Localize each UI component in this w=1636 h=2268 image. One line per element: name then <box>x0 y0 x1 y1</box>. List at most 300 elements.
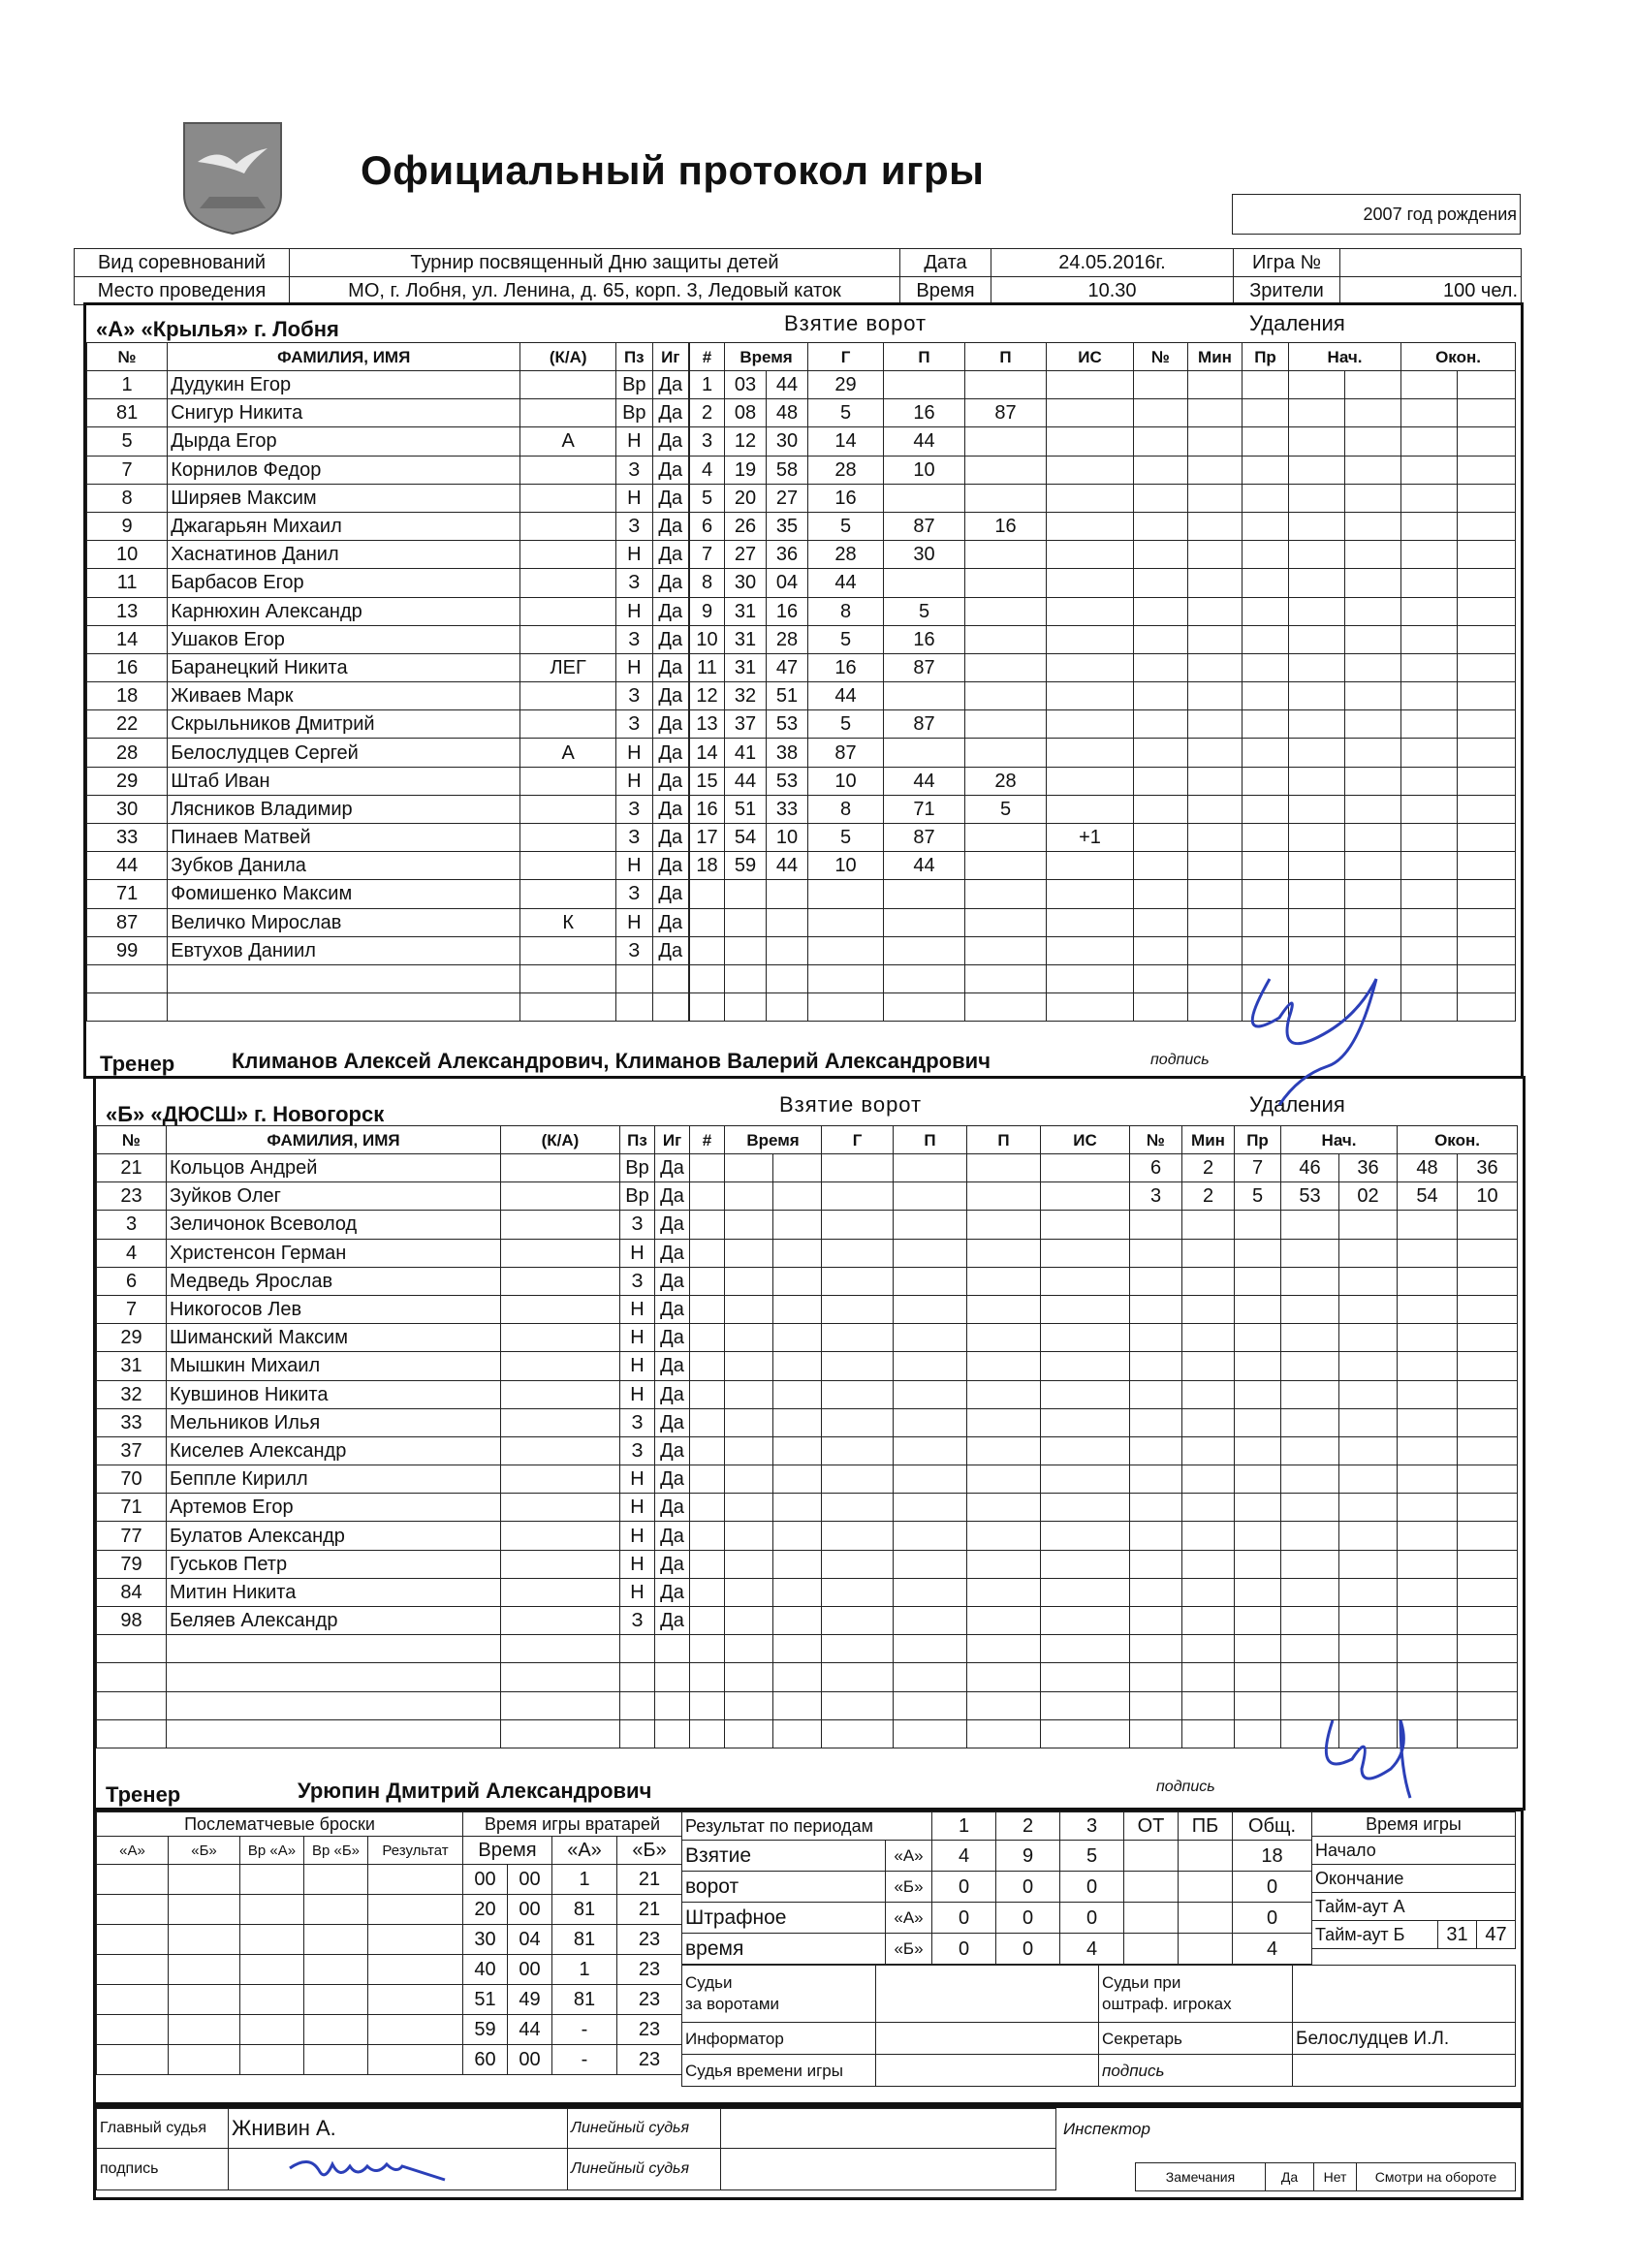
roster-row <box>97 1239 690 1267</box>
roster-row <box>97 1719 690 1748</box>
penalty-es <box>1458 1663 1518 1691</box>
goal-p2 <box>965 908 1047 936</box>
player-role <box>520 371 616 399</box>
goal-is <box>1041 1578 1130 1606</box>
goal-s: 10 <box>767 824 808 852</box>
goal-p1: 10 <box>884 456 965 484</box>
penalty-row <box>1130 1352 1518 1380</box>
goal-g <box>822 1211 894 1239</box>
goal-p1 <box>884 936 965 964</box>
goal-p2 <box>967 1352 1041 1380</box>
penalty-ss <box>1345 767 1401 795</box>
period-value: 4 <box>1233 1934 1312 1965</box>
shootout-row <box>97 1955 463 1985</box>
goal-p1 <box>894 1211 967 1239</box>
goal-is <box>1041 1295 1130 1323</box>
period-value: 0 <box>996 1872 1060 1903</box>
goal-row <box>690 1352 1130 1380</box>
goal-row <box>690 399 1134 427</box>
penalty-sm <box>1281 1635 1339 1663</box>
goal-row <box>690 512 1134 540</box>
roster-row <box>97 1522 690 1550</box>
penalty-ss <box>1345 682 1401 710</box>
goal-s <box>773 1352 822 1380</box>
goal-n <box>690 1267 725 1295</box>
roster-row <box>87 682 689 710</box>
player-role: К <box>520 908 616 936</box>
spectators-label: Зрители <box>1234 277 1340 305</box>
penalty-es <box>1458 710 1516 739</box>
goal-n: 17 <box>690 824 725 852</box>
player-name: Никогосов Лев <box>167 1295 501 1323</box>
player-position: Н <box>620 1550 655 1578</box>
goal-p1 <box>884 682 965 710</box>
goal-p2 <box>965 541 1047 569</box>
period-value: 0 <box>932 1903 996 1934</box>
penalty-pr <box>1235 1352 1281 1380</box>
penalty-es <box>1458 541 1516 569</box>
player-role <box>501 1324 620 1352</box>
penalty-es <box>1458 993 1516 1022</box>
penalty-min <box>1182 1635 1235 1663</box>
goal-p2 <box>967 1578 1041 1606</box>
goalie-minute: 20 <box>463 1895 508 1925</box>
penalty-min <box>1182 1408 1235 1436</box>
goal-p1 <box>884 569 965 597</box>
player-role <box>501 1522 620 1550</box>
penalty-pr <box>1235 1324 1281 1352</box>
goal-m <box>725 880 767 908</box>
player-role <box>501 1578 620 1606</box>
player-role: ЛЕГ <box>520 653 616 681</box>
goalie-second: 00 <box>508 1895 552 1925</box>
penalty-row <box>1134 597 1516 625</box>
team-a-roster-table: № ФАМИЛИЯ, ИМЯ (К/А) Пз Иг 1 Дудукин Егор Вр Да 81 Снигур Никита Вр Да 5 Дырда Егор А Н Да 7 Корнилов Федор З Да 8 Ширяев Максим Н Да 9 Джагарьян Михаил З Да 10 Хаснатинов Данил Н Да 11 Барбасов Егор З Да 13 Карнюхин Александр Н Да 14 Ушаков Егор З Да 16 Баранецкий Никита ЛЕГ Н Да 18 Живаев Марк З Да 22 Скрыльников Дмитрий З Да 28 Белослудцев Сергей А Н Да 29 Штаб Иван Н Да 30 Лясников Владимир З Да 33 Пинаев Матвей З Да 44 Зубков Данила Н Да 71 Фомишенко Максим З Да 87 Величко Мирослав К Н Да 99 Евтухов Даниил З Да <box>86 342 689 1022</box>
goal-is <box>1047 852 1134 880</box>
roster-row <box>97 1465 690 1494</box>
goal-is <box>1041 1663 1130 1691</box>
penalty-min <box>1182 1295 1235 1323</box>
shootout-cell <box>304 1865 368 1895</box>
goalie-time-row <box>463 2015 682 2045</box>
goal-g <box>822 1239 894 1267</box>
goal-g: 10 <box>808 767 884 795</box>
goal-s <box>773 1295 822 1323</box>
roster-row <box>87 371 689 399</box>
penalty-pr <box>1243 767 1289 795</box>
player-position <box>620 1719 655 1748</box>
penalty-ss <box>1345 653 1401 681</box>
goal-p2 <box>965 597 1047 625</box>
player-name: Баранецкий Никита <box>168 653 520 681</box>
penalty-ss <box>1345 625 1401 653</box>
remarks-see-back: Смотри на обороте <box>1357 2163 1516 2191</box>
penalty-sm <box>1289 456 1345 484</box>
goal-p1 <box>894 1550 967 1578</box>
player-played: Да <box>655 1267 690 1295</box>
goal-p1: 87 <box>884 512 965 540</box>
goal-p1: 87 <box>884 653 965 681</box>
penalty-em <box>1398 1211 1458 1239</box>
penalty-es <box>1458 1691 1518 1719</box>
goal-is <box>1047 569 1134 597</box>
penalty-ss <box>1345 880 1401 908</box>
penalty-pr <box>1235 1267 1281 1295</box>
penalty-row <box>1134 710 1516 739</box>
penalty-min <box>1182 1436 1235 1465</box>
goal-p2: 16 <box>965 512 1047 540</box>
penalty-min <box>1188 427 1243 456</box>
roster-row <box>97 1691 690 1719</box>
player-role <box>520 964 616 992</box>
goal-p1: 30 <box>884 541 965 569</box>
player-position: З <box>616 880 652 908</box>
roster-row <box>97 1154 690 1182</box>
penalty-no <box>1134 625 1188 653</box>
goal-p1 <box>894 1578 967 1606</box>
team-b-coach-signature-icon <box>1304 1701 1439 1808</box>
venue-label: Место проведения <box>75 277 290 305</box>
period-row <box>682 1872 1312 1903</box>
penalty-pr <box>1243 484 1289 512</box>
period-value: 0 <box>996 1903 1060 1934</box>
player-name: Снигур Никита <box>168 399 520 427</box>
penalty-pr <box>1235 1663 1281 1691</box>
goal-n <box>690 1578 725 1606</box>
shootout-cell <box>368 1895 463 1925</box>
penalty-pr <box>1243 456 1289 484</box>
goal-g <box>822 1465 894 1494</box>
player-role <box>520 484 616 512</box>
team-a-penalties-table: № Мин Пр Нач. Окон. <box>1133 342 1516 1022</box>
player-name <box>168 964 520 992</box>
remarks-no[interactable]: Нет <box>1314 2163 1357 2191</box>
shootout-title: Послематчевые броски <box>97 1812 463 1837</box>
goal-row <box>690 1607 1130 1635</box>
penalty-min <box>1188 625 1243 653</box>
player-name: Беляев Александр <box>167 1607 501 1635</box>
penalty-em <box>1401 541 1458 569</box>
goal-n: 18 <box>690 852 725 880</box>
player-position: З <box>616 936 652 964</box>
penalty-no <box>1130 1239 1182 1267</box>
penalty-em <box>1398 1267 1458 1295</box>
player-played: Да <box>655 1182 690 1211</box>
penalty-pr <box>1243 710 1289 739</box>
penalty-row <box>1130 1578 1518 1606</box>
goal-m: 59 <box>725 852 767 880</box>
goal-row <box>690 1494 1130 1522</box>
goal-p2: 28 <box>965 767 1047 795</box>
goal-s <box>773 1719 822 1748</box>
goal-g: 5 <box>808 399 884 427</box>
goal-n: 11 <box>690 653 725 681</box>
penalty-ss <box>1345 484 1401 512</box>
goal-p1 <box>894 1607 967 1635</box>
goal-m <box>725 1494 773 1522</box>
penalty-row <box>1134 427 1516 456</box>
penalty-row <box>1134 625 1516 653</box>
penalty-no <box>1130 1691 1182 1719</box>
goal-p1 <box>884 993 965 1022</box>
goal-m: 03 <box>725 371 767 399</box>
penalty-pr <box>1235 1239 1281 1267</box>
penalty-em <box>1401 682 1458 710</box>
goal-s: 16 <box>767 597 808 625</box>
penalty-pr <box>1235 1607 1281 1635</box>
penalty-no <box>1134 399 1188 427</box>
goal-p1 <box>894 1324 967 1352</box>
goal-p2 <box>965 427 1047 456</box>
goal-m: 37 <box>725 710 767 739</box>
goal-p2 <box>967 1719 1041 1748</box>
penalty-em <box>1398 1494 1458 1522</box>
penalty-ss <box>1339 1267 1398 1295</box>
team-a-coach-label: Тренер <box>100 1052 175 1076</box>
goal-is <box>1041 1380 1130 1408</box>
goal-is <box>1041 1154 1130 1182</box>
goal-n: 7 <box>690 541 725 569</box>
goal-p2 <box>965 993 1047 1022</box>
goalie-b: 23 <box>617 2045 682 2075</box>
goal-row <box>690 1239 1130 1267</box>
player-position: Вр <box>620 1182 655 1211</box>
goal-s: 04 <box>767 569 808 597</box>
penalty-no <box>1130 1465 1182 1494</box>
period-value <box>1124 1903 1179 1934</box>
penalty-ss <box>1345 512 1401 540</box>
goalie-a: - <box>552 2045 617 2075</box>
penalty-no <box>1130 1436 1182 1465</box>
goal-g <box>808 908 884 936</box>
goal-p2 <box>965 880 1047 908</box>
team-b-coach-label: Тренер <box>106 1782 181 1807</box>
goalie-b: 23 <box>617 1985 682 2015</box>
goal-n <box>690 1465 725 1494</box>
penalty-em <box>1398 1635 1458 1663</box>
coat-of-arms-emblem <box>180 119 285 236</box>
penalty-no <box>1134 653 1188 681</box>
goal-row <box>690 682 1134 710</box>
penalty-pr <box>1243 541 1289 569</box>
competition-value: Турнир посвященный Дню защиты детей <box>290 249 900 277</box>
goal-g: 5 <box>808 625 884 653</box>
penalty-em <box>1398 1352 1458 1380</box>
goal-p2 <box>965 682 1047 710</box>
secretary-sign-value <box>1293 2055 1516 2087</box>
goal-n: 8 <box>690 569 725 597</box>
penalty-pr <box>1243 597 1289 625</box>
goal-g: 5 <box>808 710 884 739</box>
goal-is <box>1041 1691 1130 1719</box>
penalty-no <box>1130 1352 1182 1380</box>
penalty-es <box>1458 936 1516 964</box>
roster-row <box>87 795 689 823</box>
goal-n <box>690 1408 725 1436</box>
goal-row <box>690 1719 1130 1748</box>
goal-p2 <box>967 1408 1041 1436</box>
roster-row <box>87 908 689 936</box>
goalie-second: 00 <box>508 1865 552 1895</box>
roster-row <box>97 1380 690 1408</box>
penalty-es <box>1458 371 1516 399</box>
penalty-min <box>1182 1352 1235 1380</box>
period-team-tag: «Б» <box>886 1872 932 1903</box>
goal-n <box>690 908 725 936</box>
penalty-sm <box>1281 1436 1339 1465</box>
goal-g <box>808 964 884 992</box>
player-played <box>655 1635 690 1663</box>
venue-value: МО, г. Лобня, ул. Ленина, д. 65, корп. 3, Ледовый каток <box>290 277 900 305</box>
goal-g: 16 <box>808 484 884 512</box>
year-value: 2007 <box>1363 205 1402 224</box>
goal-s <box>773 1267 822 1295</box>
penalty-ss <box>1339 1324 1398 1352</box>
team-a-sign-label: подпись <box>1150 1052 1210 1068</box>
period-row-label: ворот <box>682 1872 886 1903</box>
penalty-no <box>1130 1607 1182 1635</box>
shootout-cell <box>304 2045 368 2075</box>
goal-m <box>725 1691 773 1719</box>
penalty-pr: 7 <box>1235 1154 1281 1182</box>
player-role <box>520 399 616 427</box>
goal-p2 <box>965 710 1047 739</box>
period-value: 9 <box>996 1841 1060 1872</box>
penalty-pr <box>1243 625 1289 653</box>
goal-row <box>690 1635 1130 1663</box>
player-role <box>501 1635 620 1663</box>
timeout-b-seconds: 47 <box>1477 1921 1516 1949</box>
goal-n <box>690 1522 725 1550</box>
shootout-cell <box>169 1865 240 1895</box>
goal-n: 15 <box>690 767 725 795</box>
goal-row <box>690 824 1134 852</box>
goal-s <box>767 908 808 936</box>
penalty-no <box>1134 936 1188 964</box>
penalty-ss <box>1345 371 1401 399</box>
goal-g <box>822 1324 894 1352</box>
penalty-em <box>1401 597 1458 625</box>
penalty-sm <box>1289 427 1345 456</box>
penalty-min <box>1182 1578 1235 1606</box>
penalty-em <box>1401 371 1458 399</box>
goal-p1 <box>894 1663 967 1691</box>
penalty-sm <box>1281 1380 1339 1408</box>
goal-m <box>725 1182 773 1211</box>
penalty-sm <box>1289 541 1345 569</box>
penalty-no <box>1130 1408 1182 1436</box>
penalty-min <box>1188 371 1243 399</box>
player-number: 22 <box>87 710 168 739</box>
goal-p1: 87 <box>884 824 965 852</box>
penalty-es <box>1458 597 1516 625</box>
player-played: Да <box>652 569 688 597</box>
goalie-second: 00 <box>508 2045 552 2075</box>
goal-g: 87 <box>808 739 884 767</box>
goal-g <box>808 936 884 964</box>
player-name: Дудукин Егор <box>168 371 520 399</box>
goal-g: 8 <box>808 597 884 625</box>
shootout-cell <box>304 2015 368 2045</box>
penalty-ss: 02 <box>1339 1182 1398 1211</box>
penalty-sm: 53 <box>1281 1182 1339 1211</box>
goal-g <box>822 1494 894 1522</box>
player-role <box>520 880 616 908</box>
goal-row <box>690 1522 1130 1550</box>
goal-p1 <box>894 1436 967 1465</box>
shootout-cell <box>97 1865 169 1895</box>
shootout-col: «А» <box>97 1837 169 1865</box>
penalty-pr <box>1243 824 1289 852</box>
penalty-em <box>1401 908 1458 936</box>
player-position: З <box>620 1211 655 1239</box>
goal-s <box>773 1607 822 1635</box>
goal-p1: 5 <box>884 597 965 625</box>
period-team-tag: «А» <box>886 1903 932 1934</box>
goal-s <box>767 936 808 964</box>
player-position: Н <box>620 1295 655 1323</box>
penalty-sm <box>1281 1465 1339 1494</box>
player-number: 11 <box>87 569 168 597</box>
penalty-sm <box>1281 1550 1339 1578</box>
shootout-col: Вр «Б» <box>304 1837 368 1865</box>
player-role <box>501 1380 620 1408</box>
player-position: Н <box>616 767 652 795</box>
goalie-second: 00 <box>508 1955 552 1985</box>
goal-s <box>773 1578 822 1606</box>
penalty-min <box>1182 1522 1235 1550</box>
player-number: 32 <box>97 1380 167 1408</box>
shootout-cell <box>169 1925 240 1955</box>
player-name: Штаб Иван <box>168 767 520 795</box>
goal-m: 19 <box>725 456 767 484</box>
remarks-yes[interactable]: Да <box>1266 2163 1314 2191</box>
roster-row <box>87 427 689 456</box>
player-position: Н <box>616 484 652 512</box>
period-value <box>1124 1841 1179 1872</box>
team-b-name: «Б» «ДЮСШ» г. Новогорск <box>106 1102 385 1126</box>
period-value: 0 <box>996 1934 1060 1965</box>
shootout-cell <box>368 1985 463 2015</box>
roster-row <box>87 653 689 681</box>
penalty-sm <box>1289 908 1345 936</box>
goal-g <box>822 1522 894 1550</box>
player-played: Да <box>652 852 688 880</box>
penalty-em <box>1401 456 1458 484</box>
shootout-cell <box>97 2045 169 2075</box>
goal-row <box>690 880 1134 908</box>
player-number <box>97 1635 167 1663</box>
goal-row <box>690 767 1134 795</box>
penalty-no <box>1130 1211 1182 1239</box>
goal-is <box>1041 1324 1130 1352</box>
player-position: Вр <box>616 371 652 399</box>
shootout-cell <box>368 1925 463 1955</box>
main-referee-signature-icon <box>232 2151 474 2188</box>
linesman-2-value <box>721 2149 1056 2190</box>
penalty-no <box>1130 1635 1182 1663</box>
goal-n: 5 <box>690 484 725 512</box>
penalty-row <box>1130 1182 1518 1211</box>
time-label: Время <box>900 277 991 305</box>
goal-m <box>725 1380 773 1408</box>
player-position: З <box>616 625 652 653</box>
penalty-no <box>1130 1522 1182 1550</box>
player-position: З <box>620 1436 655 1465</box>
period-value: 4 <box>1060 1934 1124 1965</box>
goal-s <box>773 1154 822 1182</box>
player-position <box>620 1635 655 1663</box>
